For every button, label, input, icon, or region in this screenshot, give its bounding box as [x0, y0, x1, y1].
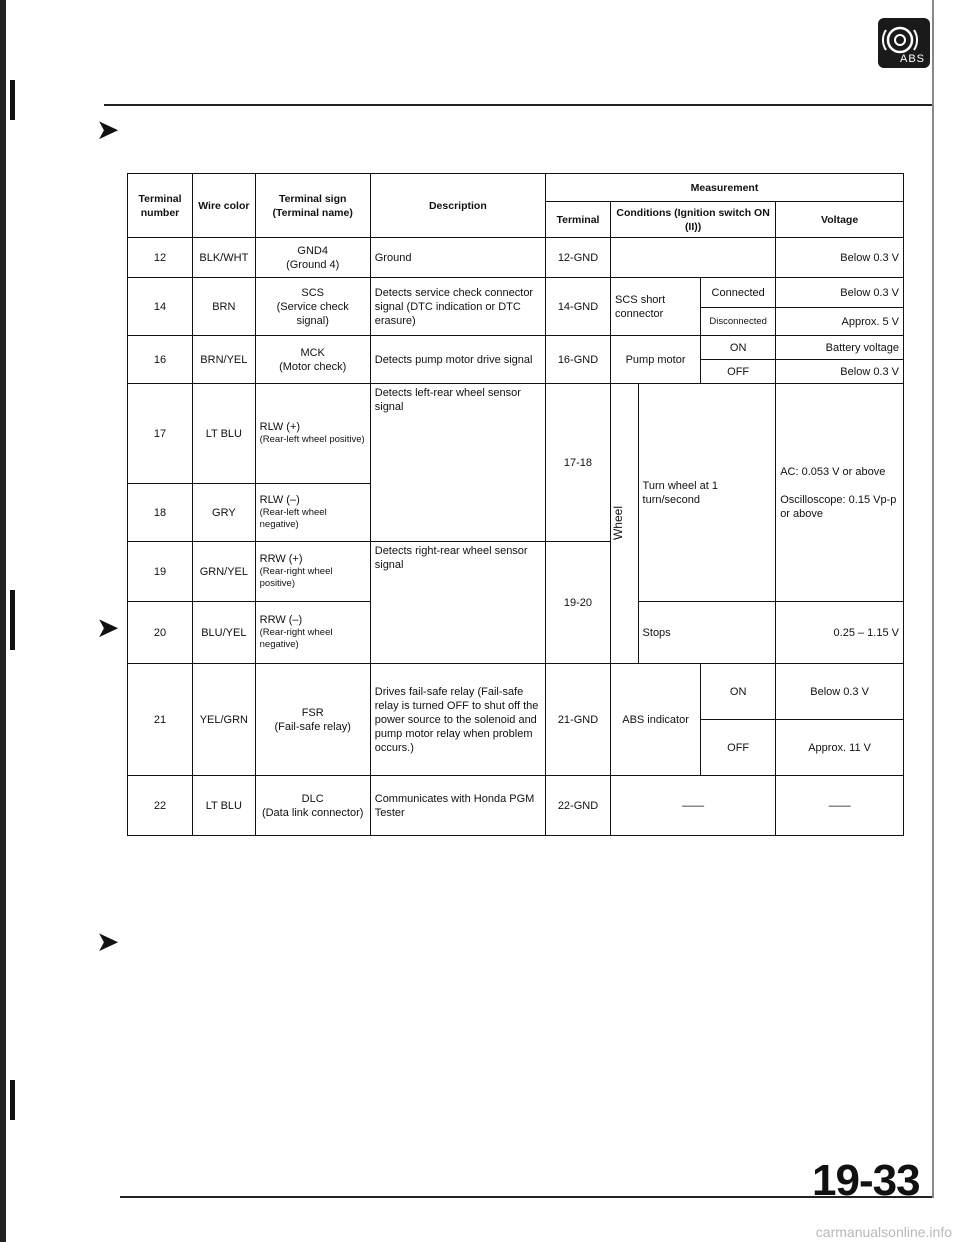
cell-wire-color: BLK/WHT: [193, 238, 256, 278]
table-row: [128, 336, 904, 360]
cell-terminal: 22-GND: [545, 776, 610, 836]
scope-voltage: Oscilloscope: 0.15 Vp-p or above: [780, 493, 897, 520]
cell-stops-voltage: 0.25 – 1.15 V: [776, 602, 904, 664]
scan-mark: [10, 80, 15, 120]
cell-wheel-voltage: [776, 384, 904, 602]
header-terminal-number: Terminal number: [128, 174, 193, 238]
cell-terminal-sign: [255, 602, 370, 664]
cell-terminal: 19-20: [545, 542, 610, 664]
cell-terminal-number: 22: [128, 776, 193, 836]
sign-name: (Rear-right wheel positive): [259, 566, 333, 589]
sign-name: (Service check signal): [276, 300, 349, 327]
sign-code: DLC: [301, 792, 324, 805]
cell-sub-condition: Connected: [701, 278, 776, 308]
cell-terminal-sign: [255, 336, 370, 384]
cell-terminal: 21-GND: [545, 664, 610, 776]
cell-sub-condition: ON: [701, 664, 776, 720]
table-row: [128, 664, 904, 720]
ac-voltage: AC: 0.053 V or above: [780, 465, 886, 478]
sign-name: (Fail-safe relay): [274, 720, 351, 733]
cell-terminal: 17-18: [545, 384, 610, 542]
cell-terminal: 14-GND: [545, 278, 610, 336]
cell-voltage: Below 0.3 V: [776, 238, 904, 278]
cell-sub-condition: OFF: [701, 720, 776, 776]
cell-wire-color: YEL/GRN: [193, 664, 256, 776]
cell-terminal-number: 18: [128, 484, 193, 542]
sign-code: SCS: [301, 286, 324, 299]
abs-section-logo: [878, 18, 930, 68]
cell-wire-color: GRY: [193, 484, 256, 542]
cell-description: Detects right-rear wheel sensor signal: [370, 542, 545, 664]
page-number: 19-33: [812, 1156, 920, 1205]
sign-name: (Data link connector): [261, 806, 364, 819]
cell-voltage: Below 0.3 V: [776, 664, 904, 720]
cell-conditions: ABS indicator: [611, 664, 701, 776]
table-row: [128, 776, 904, 836]
wheel-label: Wheel: [611, 506, 626, 541]
cell-wire-color: LT BLU: [193, 776, 256, 836]
cell-terminal-number: 19: [128, 542, 193, 602]
cell-voltage: Battery voltage: [776, 336, 904, 360]
sign-name: (Rear-right wheel negative): [259, 627, 333, 650]
cell-sub-condition: Disconnected: [701, 308, 776, 336]
cell-conditions: [611, 238, 776, 278]
sign-code: MCK: [300, 346, 325, 359]
header-terminal: Terminal: [545, 202, 610, 238]
cell-wire-color: BRN: [193, 278, 256, 336]
sign-name: (Ground 4): [286, 258, 340, 271]
cell-voltage: Below 0.3 V: [776, 360, 904, 384]
cell-conditions: SCS short connector: [611, 278, 701, 336]
cell-terminal-sign: [255, 278, 370, 336]
cell-description: Detects service check connector signal (DTC indication or DTC erasure): [370, 278, 545, 336]
cell-terminal-sign: [255, 384, 370, 484]
scan-edge-bar: [0, 0, 6, 1242]
cell-description: Drives fail-safe relay (Fail-safe relay is turned OFF to shut off the power source to the solenoid and pump motor relay when problem occurs.): [370, 664, 545, 776]
table-row: [128, 278, 904, 308]
cell-terminal-number: 14: [128, 278, 193, 336]
sign-code: RRW (–): [259, 614, 303, 626]
cell-voltage: Approx. 11 V: [776, 720, 904, 776]
cell-description: Communicates with Honda PGM Tester: [370, 776, 545, 836]
cell-wire-color: LT BLU: [193, 384, 256, 484]
header-measurement: Measurement: [545, 174, 903, 202]
cell-sub-condition: OFF: [701, 360, 776, 384]
header-rule: [104, 104, 932, 106]
sign-name: (Rear-left wheel positive): [259, 434, 365, 445]
right-margin-rule: [932, 0, 934, 1198]
cell-voltage: ——: [776, 776, 904, 836]
cell-description: Detects pump motor drive signal: [370, 336, 545, 384]
cell-conditions: ——: [611, 776, 776, 836]
cell-sub-condition: ON: [701, 336, 776, 360]
sign-code: FSR: [301, 706, 324, 719]
cell-wire-color: GRN/YEL: [193, 542, 256, 602]
table-row: [128, 384, 904, 484]
sign-code: RLW (–): [259, 494, 300, 506]
header-wire-color: Wire color: [193, 174, 256, 238]
watermark: carmanualsonline.info: [815, 1224, 952, 1240]
cell-terminal-number: 17: [128, 384, 193, 484]
cell-wheel-label: [611, 384, 639, 664]
cell-voltage: Approx. 5 V: [776, 308, 904, 336]
cell-terminal: 16-GND: [545, 336, 610, 384]
cell-stops-condition: Stops: [638, 602, 776, 664]
cell-turn-condition: Turn wheel at 1 turn/second: [638, 384, 776, 602]
arrow-marker: ➤: [96, 926, 120, 957]
cell-terminal-number: 20: [128, 602, 193, 664]
arrow-marker: ➤: [96, 114, 120, 145]
cell-description: Ground: [370, 238, 545, 278]
abs-logo-text: ABS: [899, 53, 925, 65]
sign-code: GND4: [297, 244, 328, 257]
sign-code: RLW (+): [259, 421, 301, 433]
header-voltage: Voltage: [776, 202, 904, 238]
cell-description: Detects left-rear wheel sensor signal: [370, 384, 545, 542]
scan-mark: [10, 1080, 15, 1120]
cell-terminal-sign: [255, 776, 370, 836]
cell-terminal-number: 12: [128, 238, 193, 278]
header-conditions: Conditions (Ignition switch ON (II)): [611, 202, 776, 238]
cell-terminal-number: 16: [128, 336, 193, 384]
sign-name: (Motor check): [279, 360, 347, 373]
cell-voltage: Below 0.3 V: [776, 278, 904, 308]
terminal-spec-table: [127, 173, 904, 836]
scan-mark: [10, 590, 15, 650]
cell-terminal-sign: [255, 542, 370, 602]
cell-terminal-number: 21: [128, 664, 193, 776]
footer-rule: [120, 1196, 932, 1198]
cell-wire-color: BLU/YEL: [193, 602, 256, 664]
table-row: [128, 238, 904, 278]
cell-terminal-sign: [255, 238, 370, 278]
header-description: Description: [370, 174, 545, 238]
cell-terminal-sign: [255, 484, 370, 542]
cell-wire-color: BRN/YEL: [193, 336, 256, 384]
cell-conditions: Pump motor: [611, 336, 701, 384]
cell-terminal: 12-GND: [545, 238, 610, 278]
header-terminal-sign: Terminal sign (Terminal name): [255, 174, 370, 238]
sign-code: RRW (+): [259, 553, 303, 565]
cell-terminal-sign: [255, 664, 370, 776]
sign-name: (Rear-left wheel negative): [259, 507, 327, 530]
arrow-marker: ➤: [96, 612, 120, 643]
